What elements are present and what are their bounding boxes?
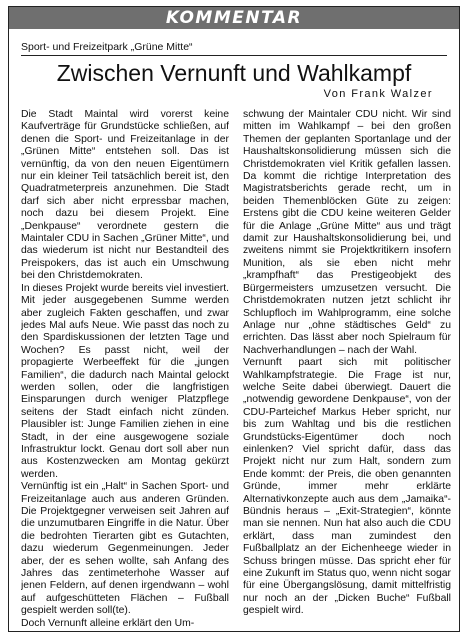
- paragraph: Doch Vernunft alleine erklärt den Um-: [21, 617, 195, 629]
- article-column-left: [21, 109, 229, 637]
- paragraph: Vernunft paart sich mit politischer Wahlkampfstrategie. Die Frage ist nur, welche Seite dabei überwiegt. Dauert die „notwendig gewordene Denkpause“, von der CDU-Parteichef Markus Heber spricht, nur bis zum Wahltag und bis die restlichen Grundstücks-Eigentümer doch noch einlenken? Viel spricht dafür, dass das Projekt nicht nur zum Halt, sondern zum Ende kommt: der Preis, die oben genannten Gründe, immer mehr erklärte Alternativkonzepte auch aus dem „Jamaika“-Bündnis heraus – „Exit-Strategien“, könnte man sie nennen. Nun hat also auch die CDU erklärt, dass man zumindest den Fußballplatz an der Eichenheege wieder in Schuss bringen müsse. Das spricht eher für eine Zukunft im Status quo, wenn nicht sogar für eine Übergangslösung, damit mittelfristig nur noch an der „Dicken Buche“ Fußball gespielt wird.: [243, 357, 451, 617]
- paragraph: Die Stadt Maintal wird vorerst keine Kaufverträge für Grundstücke schließen, auf denen die Sport- und Freizeitanlage in der „Grünen Mitte“ entstehen soll. Das ist vernünftig, da von den neuen Eigentümern nur ein kleiner Teil tatsächlich bereit ist, den Quadratmeterpreis anzunehmen. Die Stadt darf sich aber nicht erpressbar machen, noch dazu bei diesem Projekt. Eine „Denkpause“ verordnete gestern die Maintaler CDU in Sachen „Grüner Mitte“, und das wiederum ist nicht nur Bestandteil des Preispokers, das ist auch ein Umschwung bei den Christdemokraten.: [21, 109, 229, 282]
- section-banner: [9, 7, 459, 29]
- article-page: [8, 6, 460, 632]
- article-headline: Zwischen Vernunft und Wahlkampf: [56, 60, 412, 86]
- paragraph: Vernünftig ist ein „Halt“ in Sachen Sport- und Freizeitanlage auch aus anderen Gründen. Die Projektgegner verweisen seit Jahren auf die unzumutbaren Eingriffe in die Natur. Über die bedrohten Tierarten gibt es Gutachten, dazu wiederum Gegenmeinungen. Jeder aber, der es sehen wollte, sah Anfang des Jahres das zentimeterhohe Wasser auf jenen Feldern, auf denen irgendwann – wohl auf aufgeschütteten Flächen – Fußball gespielt werden soll(te).: [21, 481, 229, 617]
- paragraph: In dieses Projekt wurde bereits viel investiert. Mit jeder ausgegebenen Summe werden aber zugleich Fakten geschaffen, und zwar jedes Mal aufs Neue. Wie passt das noch zu den Spardiskussionen der letzten Tage und Wochen? Es passt nicht, weil der propagierte Werbeeffekt für die „jungen Familien“, die dadurch nach Maintal gelockt werden sollen, oder die langfristigen Einsparungen durch weniger Platzpflege seitens der Stadt einfach nicht zünden. Plausibler ist: Junge Familien ziehen in eine Stadt, in der eine ausgewogene soziale Infrastruktur lockt. Genau dort soll aber nun aus Kostenzwecken am Montag gekürzt werden.: [21, 282, 229, 480]
- article-column-right: [243, 109, 451, 637]
- paragraph: schwung der Maintaler CDU nicht. Wir sind mitten im Wahlkampf – bei den großen Themen der geplanten Sportanlage und der Haushaltskonsolidierung müssen sich die Christdemokraten viel Kritik gefallen lassen. Da kommt die richtige Interpretation des Magistratsberichts gerade recht, um in beiden Themenblöcken Güte zu zeigen: Erstens gibt die CDU keine weiteren Gelder für die Anlage „Grüne Mitte“ aus und trägt damit zur Haushaltskonsolidierung bei, und zweitens nimmt sie Projektkritikern insofern Munition, als sie eben nicht mehr „krampfhaft“ das Prestigeobjekt des Bürgermeisters umzusetzen versucht. Die Christdemokraten nutzen jetzt schlicht ihr Schlupfloch im Wahlprogramm, eine solche Anlage nur „ohne städtisches Geld“ zu errichten. Das lässt aber noch Spielraum für Nachverhandlungen – nach der Wahl.: [243, 109, 451, 356]
- article-byline: Von Frank Walzer: [323, 88, 433, 100]
- section-title: KOMMENTAR: [165, 8, 303, 28]
- article-kicker: Sport- und Freizeitpark „Grüne Mitte“: [21, 41, 447, 56]
